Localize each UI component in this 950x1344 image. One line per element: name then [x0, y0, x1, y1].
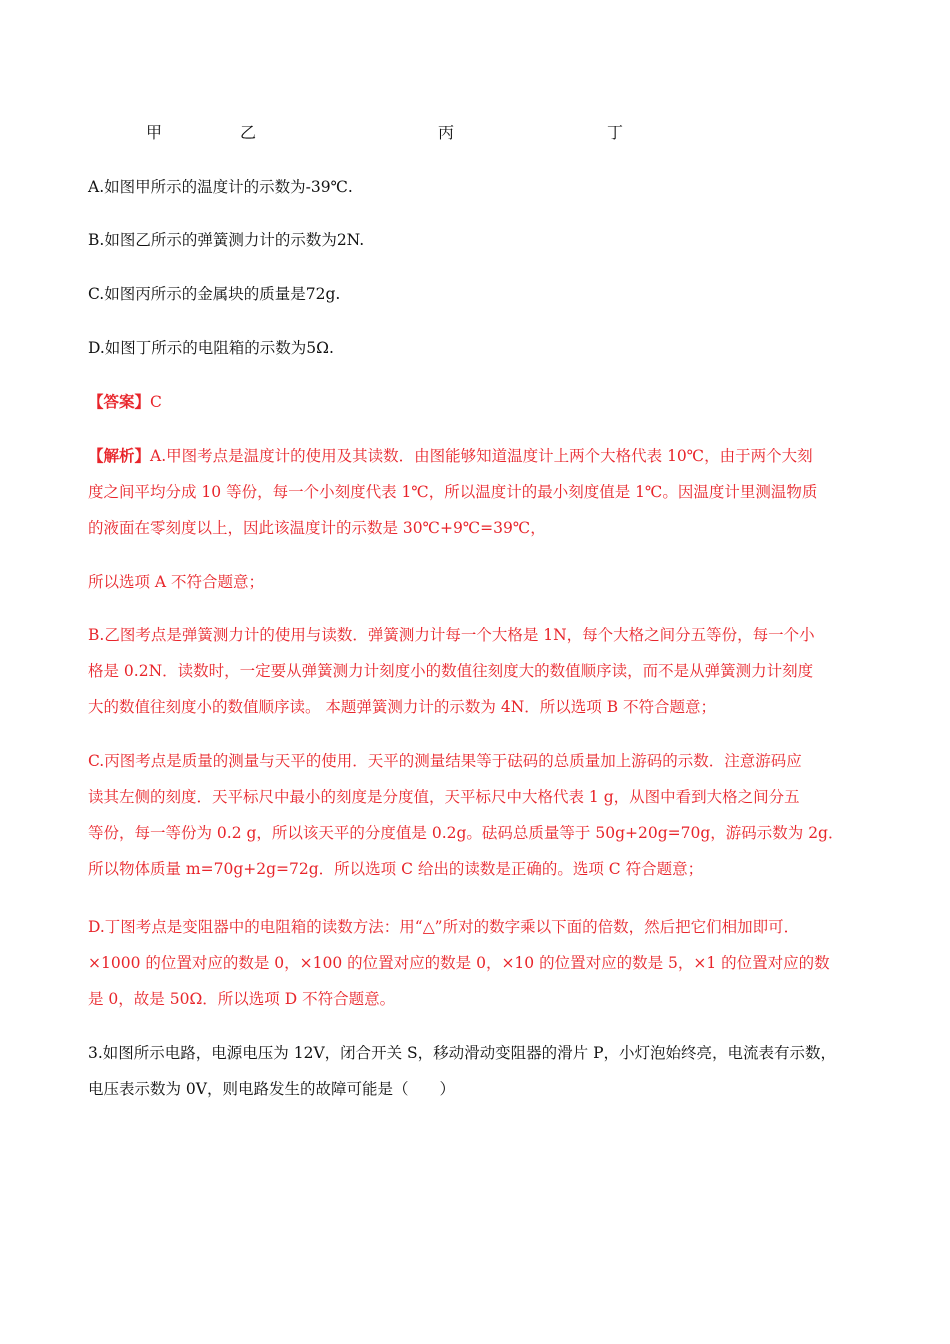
figure-label-bing: 丙 — [438, 123, 455, 142]
question3-line-1: 3.如图所示电路，电源电压为 12V，闭合开关 S，移动滑动变阻器的滑片 P，小灯泡始终亮，电流表有示数， — [88, 1044, 837, 1062]
figure-label-jia: 甲 — [146, 123, 163, 142]
option-b: B.如图乙所示的弹簧测力计的示数为2N. — [88, 231, 365, 249]
analysis-b-line-2: 格是 0.2N．读数时，一定要从弹簧测力计刻度小的数值往刻度大的数值顺序读，而不是从弹簧测力计刻度 — [88, 662, 814, 680]
option-c: C.如图丙所示的金属块的质量是72g. — [88, 285, 341, 303]
analysis-a-line-2: 度之间平均分成 10 等份，每一个小刻度代表 1℃，所以温度计的最小刻度值是 1℃。因温度计里测温物质 — [88, 483, 818, 501]
analysis-c-line-2: 读其左侧的刻度．天平标尺中最小的刻度是分度值，天平标尺中大格代表 1 g，从图中看到大格之间分五 — [88, 788, 800, 806]
analysis-tag: 【解析】 — [88, 446, 151, 465]
answer-value: C — [150, 393, 162, 411]
figure-label-ding: 丁 — [607, 123, 624, 142]
analysis-c-line-1: C.丙图考点是质量的测量与天平的使用．天平的测量结果等于砝码的总质量加上游码的示数．注意游码应 — [88, 752, 802, 770]
answer-line — [88, 390, 162, 412]
analysis-c-line-3: 等份，每一等份为 0.2 g，所以该天平的分度值是 0.2g。砝码总质量等于 50g+20g=70g，游码示数为 2g． — [88, 824, 844, 842]
analysis-b-line-1: B.乙图考点是弹簧测力计的使用与读数．弹簧测力计每一个大格是 1N，每个大格之间分五等份，每一个小 — [88, 626, 815, 644]
analysis-c-line-4: 所以物体质量 m=70g+2g=72g．所以选项 C 给出的读数是正确的。选项 C 符合题意； — [88, 860, 704, 878]
analysis-a-line-1: 【解析】A.甲图考点是温度计的使用及其读数．由图能够知道温度计上两个大格代表 10℃，由于两个大刻 — [88, 446, 813, 465]
question3-line-2: 电压表示数为 0V，则电路发生的故障可能是（ ） — [88, 1080, 455, 1098]
analysis-a-line-3: 的液面在零刻度以上，因此该温度计的示数是 30℃+9℃=39℃， — [88, 519, 546, 537]
analysis-b-line-3: 大的数值往刻度小的数值顺序读。 本题弹簧测力计的示数为 4N．所以选项 B 不符合题意； — [88, 698, 717, 716]
analysis-d-line-3: 是 0，故是 50Ω．所以选项 D 不符合题意。 — [88, 990, 396, 1008]
analysis-d-line-1: D.丁图考点是变阻器中的电阻箱的读数方法：用“△”所对的数字乘以下面的倍数，然后把它们相加即可． — [88, 918, 800, 936]
figure-label-yi: 乙 — [240, 123, 257, 142]
answer-tag: 【答案】 — [88, 392, 151, 411]
option-a: A.如图甲所示的温度计的示数为-39℃. — [88, 178, 353, 196]
analysis-d-line-2: ×1000 的位置对应的数是 0，×100 的位置对应的数是 0，×10 的位置对应的数是 5，×1 的位置对应的数 — [88, 954, 830, 972]
analysis-a-conclusion: 所以选项 A 不符合题意； — [88, 573, 265, 591]
option-d: D.如图丁所示的电阻箱的示数为5Ω. — [88, 339, 334, 357]
